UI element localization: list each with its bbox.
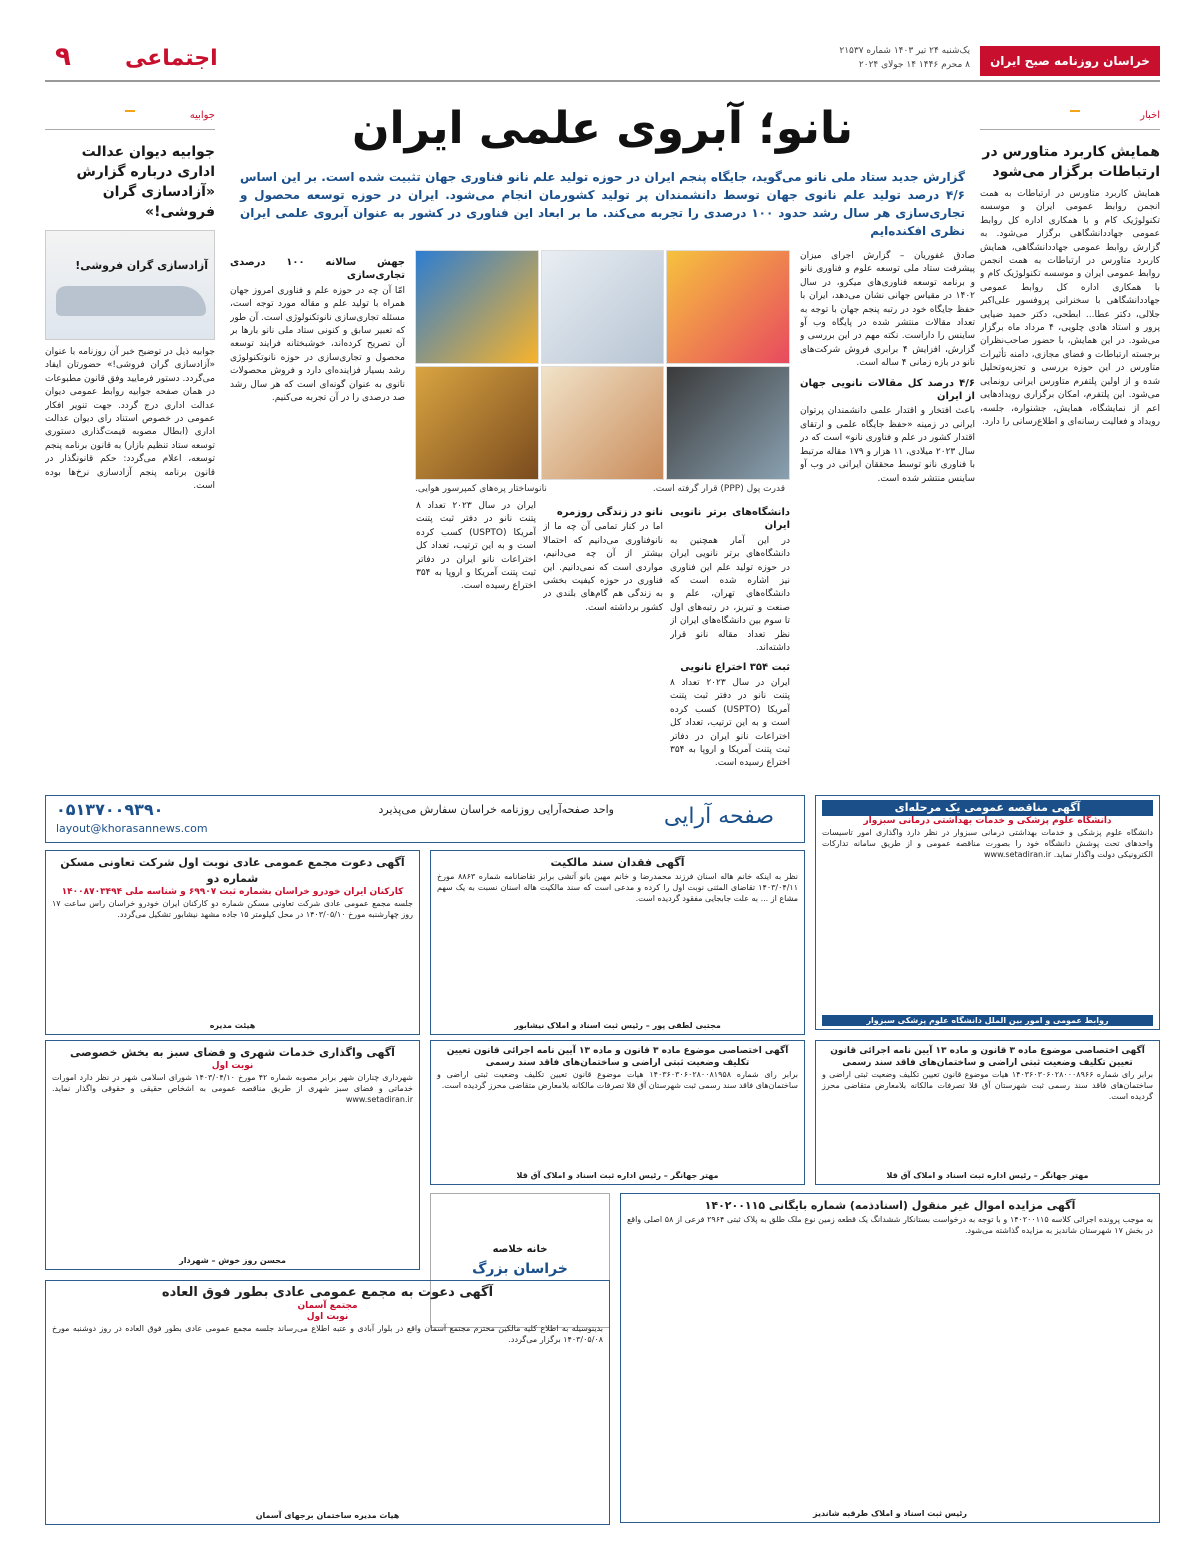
reply-body: جوابیه ذیل در توضیح خبر آن روزنامه با عنوان «آزادسازی گران فروشی!» حضورتان ایفاد می‌گردد. دستور فرمایید وفق قانون مطبوعات در همان صفحه جوابیه روابط عمومی دیوان عدالت اداری درج گردد. جهت تنویر افکار عمومی در خصوص استناد رای دیوان عدالت اداری (ابطال مصوبه قیمت‌گذاری دستوری توسعه ستاد تنظیم بازار) به قانون برنامه پنجم توسعه، اعلام می‌گردد: حکم قانونگذار در قانون برنامه پنجم آزادسازی نرخ‌ها بوده است. (45, 347, 215, 492)
article-subheading: دانشگاه‌های برتر نانویی ایران (670, 507, 790, 532)
airplane-image (56, 286, 206, 316)
ad-body: دانشگاه علوم پزشکی و خدمات بهداشتی درمانی سبزوار در نظر دارد واگذاری امور تاسیسات واحدهای تحت پوشش دانشگاه خود را بصورت مناقصه عمومی و از طریق سامانه تدارکات الکترونیکی دولت واگذار نماید. www.setadiran.ir (822, 828, 1153, 859)
ad-badge: نوبت اول (211, 1061, 254, 1071)
ad-subtitle: مجتمع آسمان (297, 1301, 358, 1311)
ad-title: آگهی مزایده اموال غیر منقول (اسنادذمه) شماره بایگانی ۱۴۰۲۰۰۱۱۵ (704, 1199, 1076, 1212)
product-photo (666, 366, 790, 480)
main-article (230, 100, 975, 770)
article-subheading: ۴/۶ درصد کل مقالات نانویی جهان از ایران (800, 377, 975, 403)
ad-footer: رئیس ثبت اسناد و املاک طرقبه شاندیز (813, 1509, 967, 1518)
article-column-1 (800, 250, 975, 770)
ad-title: آگهی دعوت به مجمع عمومی عادی بطور فوق العاده (161, 1285, 494, 1300)
ad-footer: مهتر جهانگر – رئیس اداره ثبت اسناد و املاک آق قلا (516, 1171, 719, 1180)
clipping-title: آزادسازی گران فروشی! (75, 259, 208, 272)
layout-service-ad (45, 795, 805, 843)
article-title[interactable]: نانو؛ آبروی علمی ایران (352, 103, 853, 154)
tag-marker (1070, 110, 1080, 112)
newspaper-brand[interactable]: خراسان روزنامه صبح ایران (980, 46, 1160, 76)
ad-subtitle: کارکنان ایران خودرو خراسان بشماره ثبت ۶۹۹۰۷ و شناسه ملی ۱۴۰۰۸۷۰۳۴۹۴ (61, 887, 404, 897)
news-headline[interactable]: همایش کاربرد متاورس در ارتباطات برگزار می‌شود (982, 144, 1160, 180)
article-subheading: ثبت ۳۵۴ اختراع نانویی (680, 662, 790, 674)
contact-phone[interactable]: ۰۵۱۳۷۰۰۹۳۹۰ (56, 800, 164, 819)
column-tag (980, 110, 1160, 130)
ad-body: جلسه مجمع عمومی عادی شرکت تعاونی مسکن شماره دو کارکنان ایران خودرو خراسان راس ساعت ۱۷ روز چهارشنبه مورخ ۱۴۰۳/۰۵/۱۰ در محل کیلومتر ۱۵ جاده مشهد نیشابور تشکیل می‌گردد. (52, 899, 413, 919)
product-photo (541, 250, 665, 364)
article-text: ایران در سال ۲۰۲۳ تعداد ۸ پتنت نانو در دفتر ثبت پتنت آمریکا (USPTO) کسب کرده است و به این ترتیب، تعداد کل اختراعات نانو ایران در دفاتر ثبت پتنت آمریکا و اروپا به ۳۵۴ اختراع رسیده است. (416, 501, 536, 592)
ad-footer: هیات مدیره ساختمان برجهای آسمان (255, 1511, 400, 1520)
caption-left: نانوساختار پره‌های کمپرسور هوایی. (415, 484, 547, 494)
reply-headline[interactable]: جوابیه دیوان عدالت اداری درباره گزارش «آزادسازی گران فروشی!» (76, 144, 215, 220)
column-tag (45, 110, 215, 130)
news-column (980, 110, 1160, 770)
issue-line-2: ۸ محرم ۱۴۴۶ ۱۴ جولای ۲۰۲۴ (858, 60, 970, 70)
photo-caption (415, 484, 785, 494)
ad-body: بدینوسیله به اطلاع کلیه مالکین محترم مجتمع آسمان واقع در بلوار آبادی و عتبه اطلاع می‌رساند جلسه مجمع عمومی عادی بطور فوق العاده در روز دوشنبه مورخ ۱۴۰۳/۰۵/۰۸ برگزار می‌گردد. (52, 1324, 603, 1344)
article-text: باعث افتخار و اقتدار علمی دانشمندان پرتوان ایرانی در زمینه «حفظ جایگاه علمی و ارتقای اقتدار کشور در علم و فناوری نانو» است که در سال ۲۰۲۳ میلادی، ۱۱ هزار و ۱۷۹ مقاله مرتبط با فناوری نانو توسط محققان ایرانی در وب آو ساینس منتشر شده است. (800, 406, 975, 484)
ad-badge: نوبت اول (306, 1312, 349, 1322)
ad-title: آگهی اختصاصی موضوع ماده ۳ قانون و ماده ۱۳ آیین نامه اجرائی قانون تعیین تکلیف وضعیت ثبتی اراضی و ساختمان‌های فاقد سند رسمی (830, 1046, 1145, 1068)
article-text: ایران در سال ۲۰۲۳ تعداد ۸ پتنت نانو در دفتر ثبت پتنت آمریکا (USPTO) کسب کرده است و به این ترتیب، تعداد کل اختراعات نانو ایران در دفاتر ثبت پتنت آمریکا و اروپا به ۳۵۴ اختراع رسیده است. (670, 677, 790, 769)
product-photo (415, 250, 539, 364)
layout-slogan: صفحه آرایی (663, 804, 774, 829)
ad-body: شهرداری چناران شهر برابر مصوبه شماره ۴۲ مورخ ۱۴۰۳/۰۴/۱۰ شورای اسلامی شهر در نظر دارد امورات خدماتی و فضای سبز شهری از طریق مناقصه عمومی به اشخاص حقیقی و حقوقی واگذار نماید. www.setadiran.ir (52, 1073, 414, 1104)
article-text: امّا آن چه در حوزه علم و فناوری امروز جهان همراه با تولید علم و مقاله مورد توجه است، مسئله تجاری‌سازی نانوتکنولوژی است. آن طور که تعبیر سابق و کنونی ستاد ملی نانو بارها بر آن تصریح کرده‌اند، خوشبختانه فرایند توسعه محصول و تجاری‌سازی در حوزه نانوتکنولوژی رشد بسیار فزاینده‌ای دارد و فروش محصولات نانوی به عنوان گونه‌ای است که هر سال رشد صد درصدی را در آن تجربه می‌کنیم. (230, 285, 405, 404)
ad-title: آگهی اختصاصی موضوع ماده ۳ قانون و ماده ۱۳ آیین نامه اجرائی قانون تعیین تکلیف وضعیت ثبتی اراضی و ساختمان‌های فاقد سند رسمی (446, 1046, 789, 1068)
auction-ad[interactable] (620, 1193, 1160, 1523)
registry-notice-ad[interactable] (430, 1040, 805, 1185)
caption-right: قدرت پول (PPP) قرار گرفته است. (652, 484, 785, 494)
article-text: اما در کنار تمامی آن چه ما از نانوفناوری می‌دانیم که احتمالا بیشتر از آن چه می‌دانیم، مواردی است که نمی‌دانیم. این فناوری در حوزه کیفیت بخشی به زندگی هم گام‌های بلندی در کشور برداشته است. (543, 522, 663, 613)
ad-title: آگهی مناقصه عمومی یک مرحله‌ای (822, 800, 1153, 816)
page-header (45, 40, 1160, 82)
ad-body: به موجب پرونده اجرائی کلاسه ۱۴۰۲۰۰۱۱۵ و با توجه به درخواست بستانکار ششدانگ یک قطعه زمین نوع ملک طلق به پلاک ثبتی ۲۹۶۴ فرعی از ۵۸ اصلی واقع در بخش ۱۷ شهرستان شاندیز به مزایده گذاشته می‌شود. (627, 1215, 1153, 1235)
ad-footer: محسن روز خوش – شهردار (179, 1256, 286, 1265)
article-lower-columns (415, 500, 790, 770)
article-text: صادق غفوریان – گزارش اجرای میزان پیشرفت ستاد ملی توسعه علوم و فناوری نانو و برنامه توسعه فناوری‌های میکرو، در سال ۱۴۰۲ در مقیاس جهانی نشان می‌دهد، ایران با حفظ جایگاه خود در رتبه پنجم جهان با توجه به تعداد مقالات منتشر شده در پایگاه وب آو ساینس را داراست. نکته مهم در این بررسی و گزارش، افزایش ۴ برابری فروش شرکت‌های نانو در بازه زمانی ۴ ساله است. (800, 251, 975, 369)
ad-title: آگهی دعوت مجمع عمومی عادی نوبت اول شرکت تعاونی مسکن شماره دو (60, 856, 405, 885)
page-number: ۹ (55, 42, 71, 72)
tender-ad[interactable] (815, 795, 1160, 1030)
ad-body: برابر رای شماره ۱۴۰۳۶۰۳۰۶۰۲۸۰۰۸۱۹۵۸ هیات موضوع قانون تعیین تکلیف وضعیت ثبتی اراضی و ساختمان‌های فاقد سند رسمی ثبت شهرستان آق قلا تصرفات مالکانه بلامعارض متقاضی محرز گردیده است. (437, 1070, 798, 1090)
advertisements-section (45, 795, 1160, 1540)
column-tag-label: جوابیه (189, 110, 215, 121)
ad-title: آگهی فقدان سند مالکیت (550, 856, 685, 869)
brand-box-subtitle: خراسان بزرگ (472, 1261, 568, 1277)
ad-footer: مجتبی لطفی پور – رئیس ثبت اسناد و املاک نیشابور (514, 1021, 721, 1030)
reply-clipping-image (45, 230, 215, 340)
registry-notice-ad-2[interactable] (815, 1040, 1160, 1185)
article-subheading: جهش سالانه ۱۰۰ درصدی تجاری‌سازی (230, 257, 405, 282)
ad-title: آگهی واگذاری خدمات شهری و فضای سبز به بخش خصوصی (70, 1046, 395, 1059)
article-subheading: نانو در زندگی روزمره (556, 507, 663, 518)
contact-email[interactable]: layout@khorasannews.com (56, 822, 208, 835)
product-photo-grid (415, 250, 790, 480)
layout-unit-text: واحد صفحه‌آرایی روزنامه خراسان سفارش می‌پذیرد (378, 803, 614, 816)
issue-info (770, 44, 970, 72)
article-column-2 (670, 500, 790, 770)
product-photo (541, 366, 665, 480)
ad-subtitle: دانشگاه علوم پزشکی و خدمات بهداشتی درمانی سبزوار (863, 816, 1112, 826)
ad-footer: مهتر جهانگر – رئیس اداره ثبت اسناد و املاک آق قلا (886, 1171, 1089, 1180)
article-column-4 (230, 250, 405, 770)
article-body (230, 250, 975, 770)
reply-column (45, 110, 215, 770)
article-column-3b (416, 500, 536, 770)
brand-box-title: خانه خلاصه (492, 1244, 548, 1255)
news-body: همایش کاربرد متاورس در ارتباطات به همت انجمن روابط عمومی ایران و موسسه تکنولوژیک کام و با همکاری اداره کل روابط عمومی جهاددانشگاهی برگزار می‌شود. به گزارش روابط عمومی جهاددانشگاهی، همایش کاربرد متاورس در ارتباطات به همت انجمن روابط عمومی ایران و موسسه تکنولوژیک کام و با همکاری اداره کل روابط عمومی جهاددانشگاهی با سخنرانی پروفسور علی‌اکبر جلالی، دکتر عطا... ابطحی، دکتر حمید ضیایی پرور و استاد هادی چلویی، ۴ مرداد ماه برگزار می‌شود. در این همایش، با حضور صاحب‌نظران برجسته ارتباطات و فضای مجازی، دامنه تأثیرات متاورس در این حوزه بررسی و تجزیه‌وتحلیل شده و از اولین پلتفرم متاورس ایرانی رونمایی می‌شود. این پلتفرم، امکان برگزاری رویدادهایی اعم از نمایشگاه، همایش، جشنواره، جلسه، رویداد و فعالیت رسانه‌ای و اطلاع‌رسانی را دارد. (980, 189, 1160, 427)
ad-footer: روابط عمومی و امور بین الملل دانشگاه علوم پزشکی سبزوار (822, 1015, 1153, 1026)
ad-body: نظر به اینکه خانم هاله اسنان فرزند محمدرضا و خانم مهین بانو آتشی برابر تقاضانامه شماره ۸۸۶۳ مورخ ۱۴۰۳/۰۴/۱۱ تقاضای المثنی نوبت اول را کرده و مدعی است که سند مالکیت هاله اسنان نسبت به یک سهم مشاع از ... به علت جابجایی مفقود گردیده است. (437, 872, 798, 903)
section-title: اجتماعی (125, 46, 218, 71)
lost-deed-ad[interactable] (430, 850, 805, 1035)
issue-line-1: یک‌شنبه ۲۴ تیر ۱۴۰۳ شماره ۲۱۵۳۷ (839, 46, 970, 56)
assembly-ad[interactable] (45, 850, 420, 1035)
tag-marker (125, 110, 135, 112)
article-lead: گزارش جدید ستاد ملی نانو می‌گوید، جایگاه پنجم ایران در حوزه تولید علم نانو فناوری جهان تثبیت شده است. بر این اساس ۴/۶ درصد تولید علم نانوی جهان توسط دانشمندان پر تولید کشورمان انجام می‌شود. ایران در حوزه توسعه محصول و تجاری‌سازی هر سال رشد حدود ۱۰۰ درصدی را تجربه می‌کند. ما بر ابعاد این فناوری در کشور به عنوان آبروی علمی ایران نظری افکنده‌ایم (240, 170, 965, 238)
column-tag-label: اخبار (1140, 110, 1160, 121)
article-column-3 (543, 500, 663, 770)
article-text: در این آمار همچنین به دانشگاه‌های برتر نانویی ایران در حوزه تولید علم این فناوری نیز اشاره شده است که دانشگاه‌های تهران، علم و صنعت و تبریز، در رتبه‌های اول تا سوم بین دانشگاه‌های ایران از نظر تعداد مقاله نانو قرار داشته‌اند. (670, 535, 790, 654)
urban-services-ad[interactable] (45, 1040, 420, 1270)
ad-footer: هیئت مدیره (209, 1021, 256, 1030)
ad-body: برابر رای شماره ۱۴۰۳۶۰۳۰۶۰۲۸۰۰۰۸۹۶۶ هیات موضوع قانون تعیین تکلیف وضعیت ثبتی اراضی و ساختمان‌های فاقد سند رسمی ثبت شهرستان آق قلا تصرفات مالکانه بلامعارض متقاضی محرز گردیده است. (822, 1070, 1153, 1101)
product-photo (415, 366, 539, 480)
assembly-invite-ad[interactable] (45, 1280, 610, 1525)
product-photo (666, 250, 790, 364)
